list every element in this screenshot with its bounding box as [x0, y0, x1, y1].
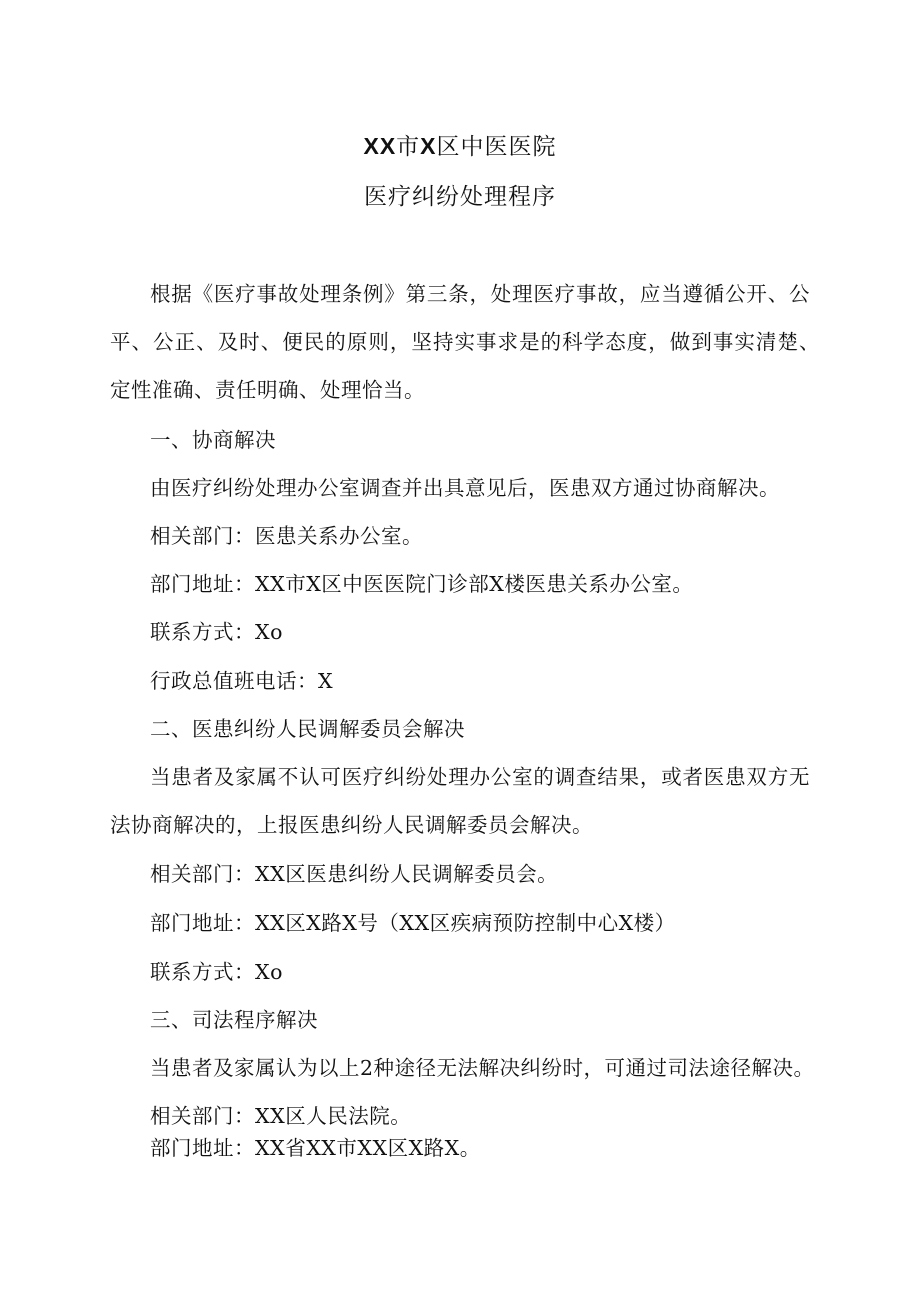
section1-heading: 一、协商解决	[150, 428, 276, 452]
section1-contact: 联系方式：Xo	[150, 620, 283, 644]
section1-address: 部门地址：XX市X区中医医院门诊部X楼医患关系办公室。	[150, 572, 694, 596]
document-title	[0, 128, 920, 161]
section1-description: 由医疗纠纷处理办公室调查并出具意见后，医患双方通过协商解决。	[150, 476, 780, 500]
section3-address: 部门地址：XX省XX市XX区X路X。	[150, 1136, 481, 1160]
section2-description-line-1: 当患者及家属不认可医疗纠纷处理办公室的调查结果，或者医患双方无	[150, 765, 810, 789]
section2-heading: 二、医患纠纷人民调解委员会解决	[150, 717, 465, 741]
intro-line-3: 定性准确、责任明确、处理恰当。	[110, 378, 425, 402]
title-hospital-name: 区中医医院	[436, 134, 557, 160]
section2-contact: 联系方式：Xo	[150, 960, 283, 984]
section1-duty-phone: 行政总值班电话：X	[150, 669, 334, 693]
intro-line-2: 平、公正、及时、便民的原则，坚持实事求是的科学态度，做到事实清楚、	[110, 330, 820, 354]
section3-heading: 三、司法程序解决	[150, 1008, 318, 1032]
section2-description-line-2: 法协商解决的，上报医患纠纷人民调解委员会解决。	[110, 813, 593, 837]
intro-line-1: 根据《医疗事故处理条例》第三条，处理医疗事故，应当遵循公开、公	[150, 282, 810, 306]
section3-description: 当患者及家属认为以上2种途径无法解决纠纷时，可通过司法途径解决。	[150, 1056, 815, 1080]
title-latin-xx: XX	[363, 133, 397, 159]
title-city: 市	[396, 134, 421, 160]
section1-department: 相关部门：医患关系办公室。	[150, 524, 423, 548]
section2-department: 相关部门：XX区医患纠纷人民调解委员会。	[150, 862, 559, 886]
document-subtitle: 医疗纠纷处理程序	[364, 184, 556, 210]
section2-address: 部门地址：XX区X路X号（XX区疾病预防控制中心X楼）	[150, 911, 676, 935]
section3-department: 相关部门：XX区人民法院。	[150, 1104, 412, 1128]
title-latin-x: X	[420, 133, 437, 159]
